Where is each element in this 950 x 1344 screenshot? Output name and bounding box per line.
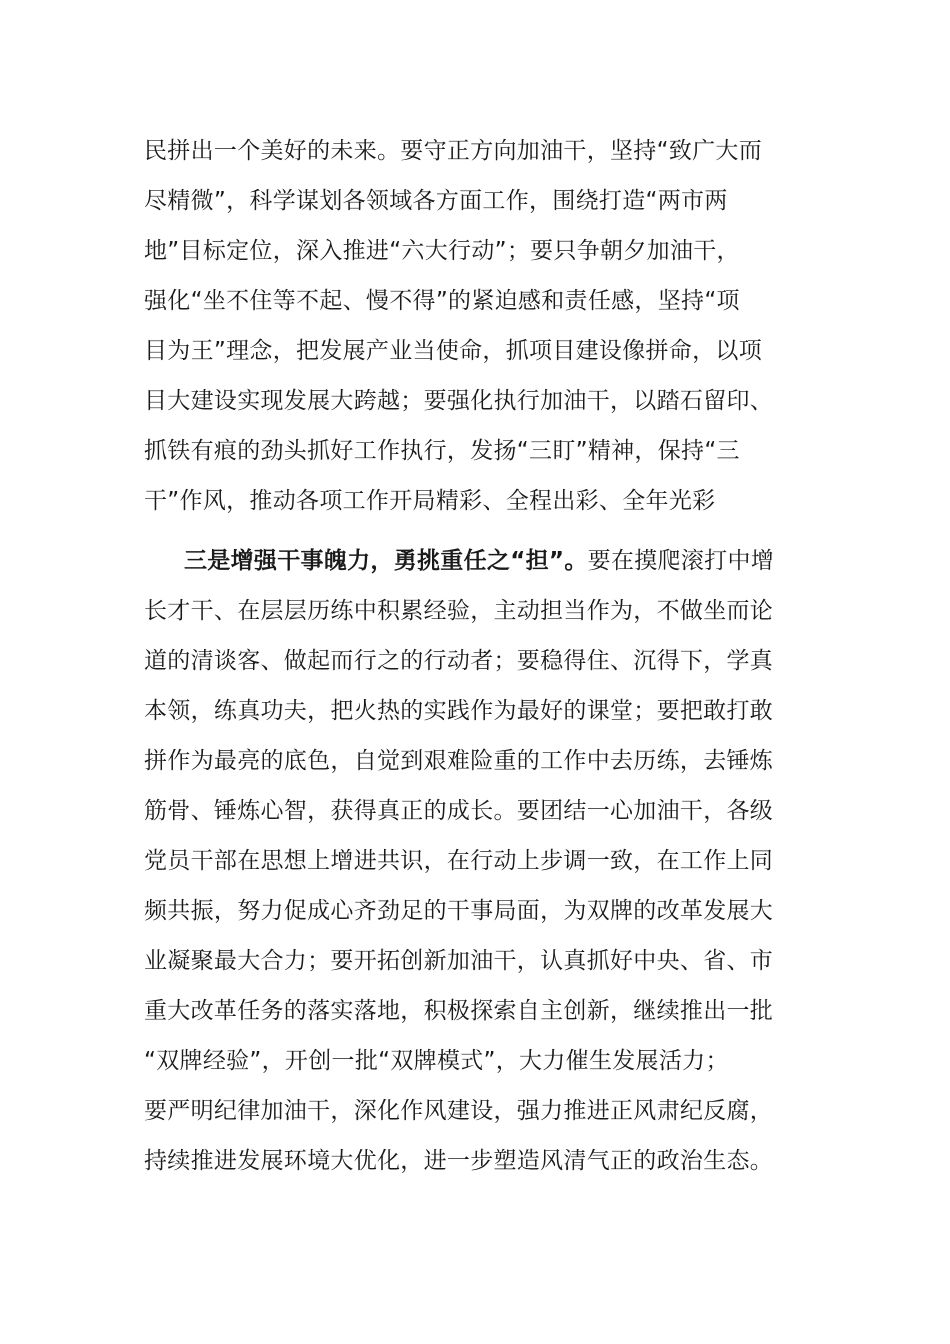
section-heading: 三是增强干事魄力，勇挑重任之“担”。 bbox=[184, 548, 588, 574]
text-line: 要严明纪律加油干，深化作风建设，强力推进正风肃纪反腐， bbox=[144, 1098, 774, 1124]
text-line: 目大建设实现发展大跨越；要强化执行加油干，以踏石留印、 bbox=[144, 388, 774, 414]
text-line: 尽精微”，科学谋划各领域各方面工作，围绕打造“两市两 bbox=[144, 188, 728, 214]
text-line: 强化“坐不住等不起、慢不得”的紧迫感和责任感，坚持“项 bbox=[144, 288, 740, 314]
text-line: 干”作风，推动各项工作开局精彩、全程出彩、全年光彩 bbox=[144, 488, 716, 514]
text-line: 党员干部在思想上增进共识，在行动上步调一致，在工作上同 bbox=[144, 848, 774, 874]
paragraph-continuation bbox=[144, 126, 809, 526]
text-line: 本领，练真功夫，把火热的实践作为最好的课堂；要把敢打敢 bbox=[144, 698, 774, 724]
text-line: 拼作为最亮的底色，自觉到艰难险重的工作中去历练，去锤炼 bbox=[144, 748, 774, 774]
heading-followup-text: 要在摸爬滚打中增 bbox=[587, 548, 775, 574]
text-line: 持续推进发展环境大优化，进一步塑造风清气正的政治生态。 bbox=[144, 1148, 774, 1174]
text-line: “双牌经验”，开创一批“双牌模式”，大力催生发展活力； bbox=[144, 1048, 729, 1074]
text-line: 业凝聚最大合力；要开拓创新加油干，认真抓好中央、省、市 bbox=[144, 948, 774, 974]
text-line: 筋骨、锤炼心智，获得真正的成长。要团结一心加油干，各级 bbox=[144, 798, 774, 824]
text-line: 道的清谈客、做起而行之的行动者；要稳得住、沉得下，学真 bbox=[144, 648, 774, 674]
text-line: 抓铁有痕的劲头抓好工作执行，发扬“三盯”精神，保持“三 bbox=[144, 438, 740, 464]
text-line-first bbox=[144, 536, 809, 586]
text-line: 重大改革任务的落实落地，积极探索自主创新，继续推出一批 bbox=[144, 998, 774, 1024]
text-line: 目为王”理念，把发展产业当使命，抓项目建设像拼命，以项 bbox=[144, 338, 763, 364]
text-line: 频共振，努力促成心齐劲足的干事局面，为双牌的改革发展大 bbox=[144, 898, 774, 924]
text-line: 民拼出一个美好的未来。要守正方向加油干，坚持“致广大而 bbox=[144, 138, 763, 164]
text-line: 长才干、在层层历练中积累经验，主动担当作为，不做坐而论 bbox=[144, 598, 774, 624]
paragraph-section-three bbox=[144, 536, 809, 1186]
text-line: 地”目标定位，深入推进“六大行动”；要只争朝夕加油干， bbox=[144, 238, 740, 264]
